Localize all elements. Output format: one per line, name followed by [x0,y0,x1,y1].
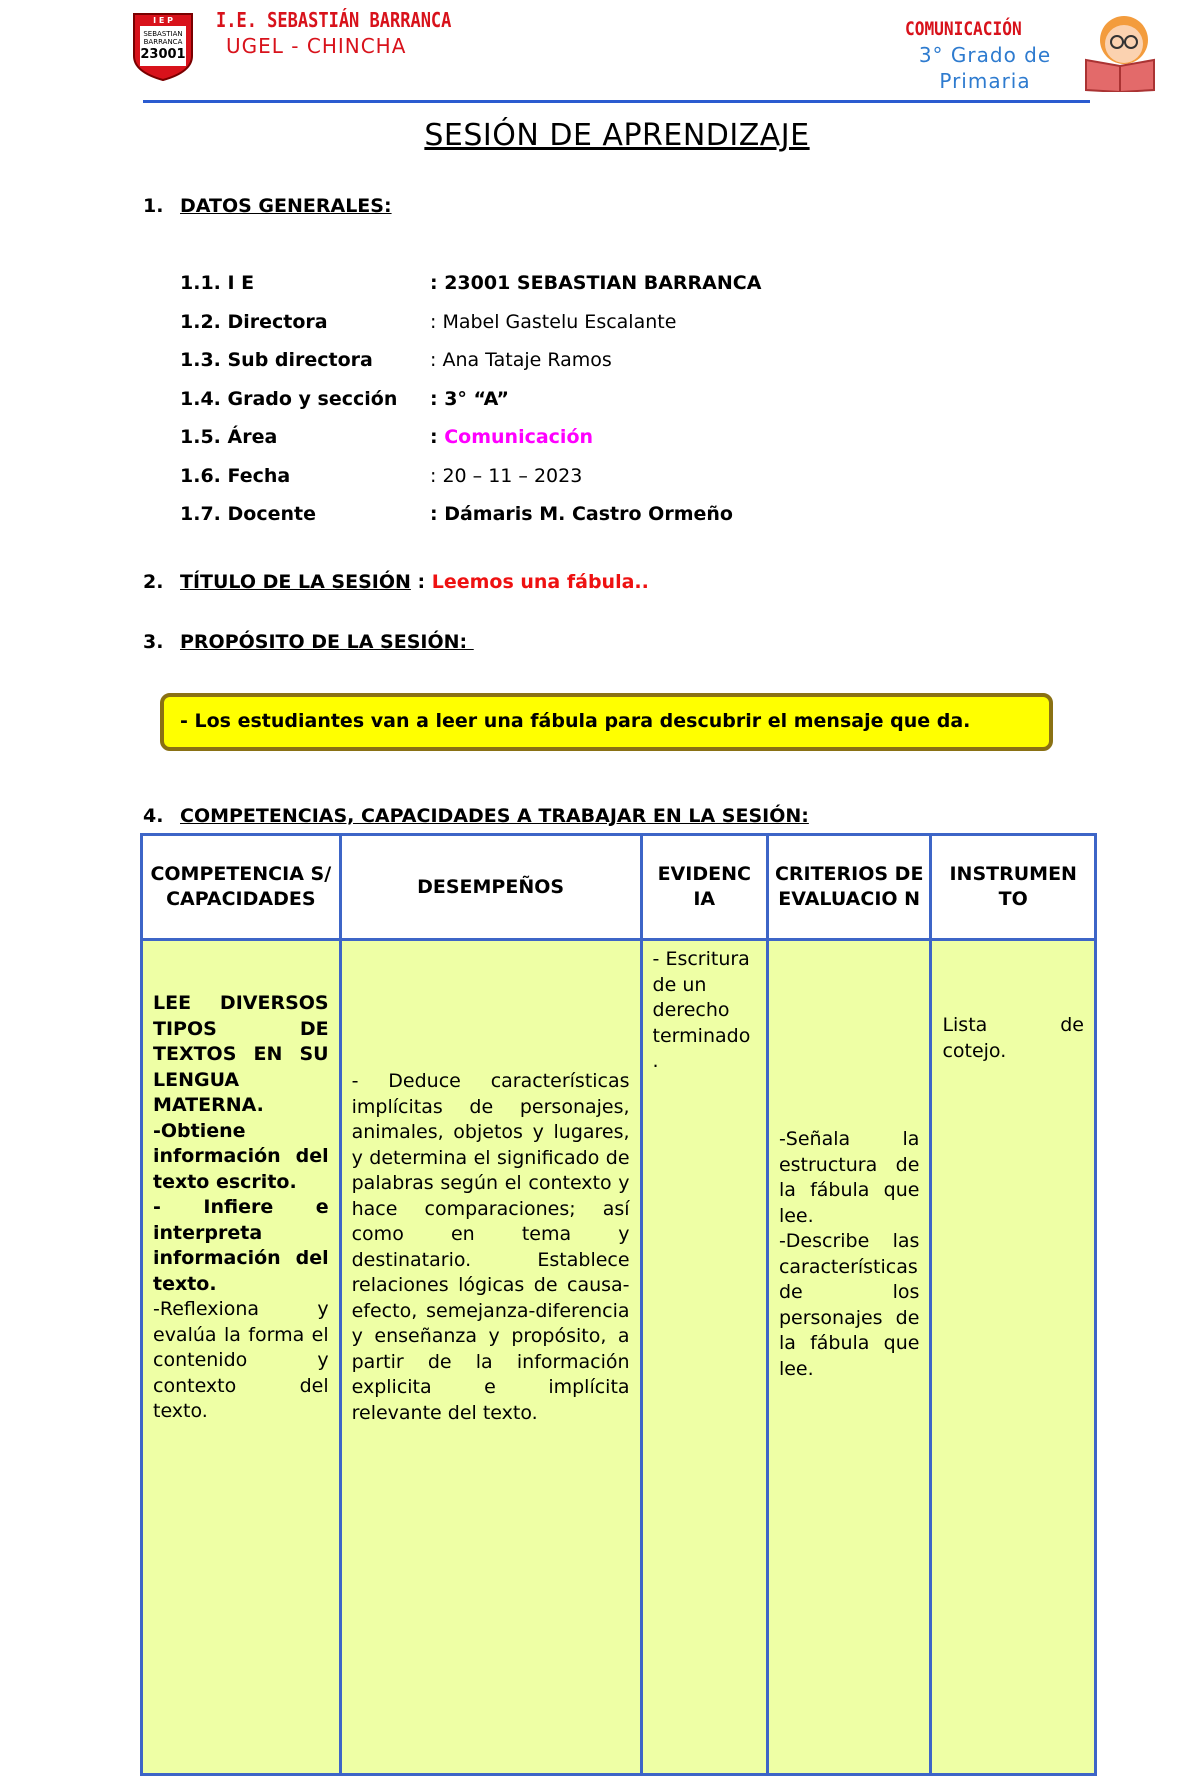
grade-line-2: Primaria [939,69,1031,93]
section-1-label: DATOS GENERALES: [180,195,392,217]
datos-value: : 20 – 11 – 2023 [430,465,583,487]
criterio-1: -Señala la estructura de la fábula que lee. [778,1128,920,1227]
section-2-number: 2. [143,571,164,593]
datos-value: : Ana Tataje Ramos [430,349,612,371]
logo-text-code: 23001 [140,47,186,62]
school-name: I.E. SEBASTIÁN BARRANCA [216,8,452,32]
datos-key: 1.3. Sub directora [180,349,373,371]
reading-child-icon [1080,10,1160,92]
datos-value: : 23001 SEBASTIAN BARRANCA [430,272,762,294]
logo-text-name2: BARRANCA [143,38,183,46]
datos-key: 1.4. Grado y sección [180,388,398,410]
cell-desempeno: - Deduce características implícitas de personajes, animales, objetos y lugares, y determina el significado de palabras según el contexto y hace comparaciones; así como en tema y destinatario. Establece relaciones lógicas de causa- efecto, semejanza-diferencia y enseñanza y propósito, a partir de la información explicita e implícita relevante del texto. [340,940,641,1775]
table-header-row [142,835,1096,940]
criterio-2: -Describe las características de los personajes de la fábula que lee. [778,1230,920,1380]
capacidad-1: -Obtiene información del texto escrito. [153,1119,329,1193]
section-competencias [143,805,809,827]
cell-evidencia: - Escritura de un derecho terminado . [641,940,767,1775]
datos-key: 1.6. Fecha [180,465,291,487]
datos-value: : Mabel Gastelu Escalante [430,311,677,333]
area-label: COMUNICACIÓN [905,18,1022,40]
logo-text-top: I E P [153,16,173,25]
datos-key: 1.7. Docente [180,503,316,525]
cell-competencia [142,940,341,1775]
capacidad-3: -Reflexiona y evalúa la forma el contenido y contexto del texto. [153,1298,329,1422]
section-2-separator: : [410,571,432,593]
datos-colon: : [430,426,445,448]
grade-line-1: 3° Grado de [918,43,1052,67]
school-logo [130,10,196,82]
table-row [142,940,1096,1775]
cell-instrumento: Lista de cotejo. [931,940,1096,1775]
section-datos-generales [143,195,392,217]
section-2-label: TÍTULO DE LA SESIÓN [180,571,411,593]
datos-value-text: Comunicación [444,426,594,448]
ugel-label: UGEL - CHINCHA [226,34,407,58]
header-divider [143,100,1090,103]
session-title-value: Leemos una fábula.. [431,571,649,593]
page-title: SESIÓN DE APRENDIZAJE [424,118,810,153]
header-criterios: CRITERIOS DE EVALUACIO N [767,835,931,940]
header-instrumento: INSTRUMEN TO [931,835,1096,940]
header-desempenos: DESEMPEÑOS [340,835,641,940]
purpose-box: - Los estudiantes van a leer una fábula para descubrir el mensaje que da. [160,693,1053,751]
header-evidencia: EVIDENC IA [641,835,767,940]
section-proposito [143,631,474,653]
section-4-number: 4. [143,805,164,827]
header-competencias: COMPETENCIA S/ CAPACIDADES [142,835,341,940]
datos-key: 1.1. I E [180,272,255,294]
section-1-number: 1. [143,195,164,217]
capacidad-2: - Infiere e interpreta información del texto. [153,1196,329,1295]
section-3-number: 3. [143,631,164,653]
cell-criterios [767,940,931,1775]
section-4-label: COMPETENCIAS, CAPACIDADES A TRABAJAR EN LA SESIÓN: [180,805,809,827]
competencias-table [140,833,1097,1776]
datos-value: : 3° “A” [430,388,510,410]
competencia-main: LEE DIVERSOS TIPOS DE TEXTOS EN SU LENGUA MATERNA. [153,992,329,1116]
datos-key: 1.2. Directora [180,311,328,333]
section-3-label: PROPÓSITO DE LA SESIÓN: [180,631,474,653]
datos-value [430,426,593,448]
section-titulo [143,571,649,593]
datos-value: : Dámaris M. Castro Ormeño [430,503,733,525]
logo-text-name1: SEBASTIAN [143,30,183,38]
datos-key: 1.5. Área [180,426,278,448]
grade-label [910,42,1060,94]
